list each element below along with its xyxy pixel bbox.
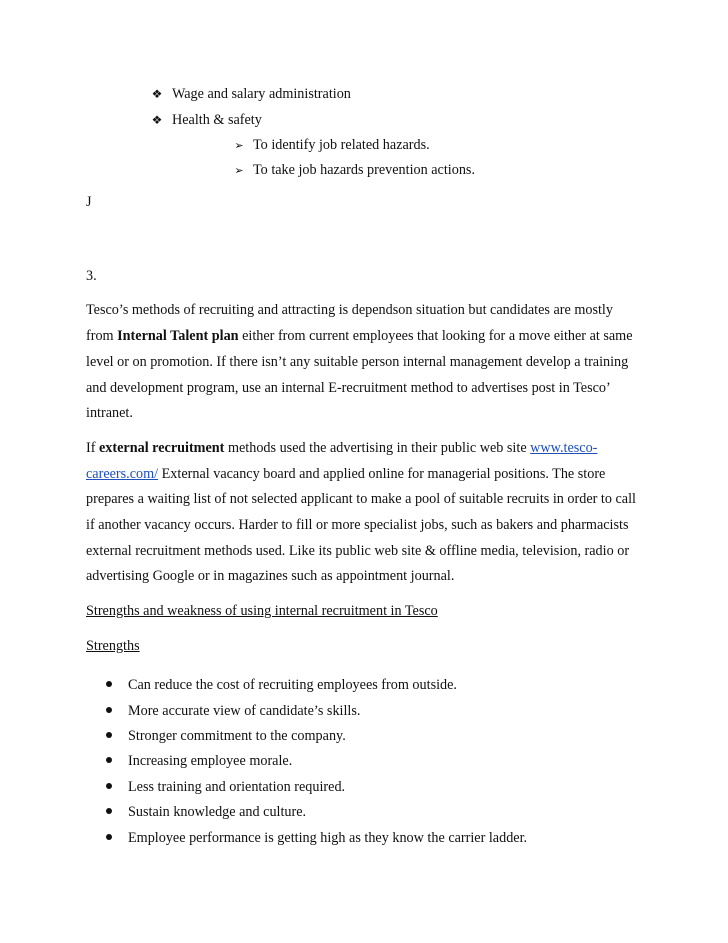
paragraph-line: from Internal Talent plan either from current employees that looking for a move either at same bbox=[86, 328, 633, 344]
bullet-dot-icon bbox=[106, 783, 112, 789]
subsection-heading: Strengths bbox=[86, 638, 140, 654]
paragraph-line: intranet. bbox=[86, 405, 133, 421]
list-item: Employee performance is getting high as they know the carrier ladder. bbox=[106, 830, 527, 847]
arrow-bullet-icon: ➢ bbox=[234, 165, 244, 177]
paragraph-line: if another vacancy occurs. Harder to fill or more specialist jobs, such as bakers and pharmacists bbox=[86, 517, 629, 533]
paragraph-line: prepares a waiting list of not selected applicant to make a pool of suitable recruits in order to call bbox=[86, 491, 636, 507]
paragraph-line: careers.com/ External vacancy board and applied online for managerial positions. The store bbox=[86, 466, 606, 482]
list-item: ➢ To identify job related hazards. bbox=[234, 137, 430, 153]
paragraph-line: advertising Google or in magazines such as appointment journal. bbox=[86, 568, 455, 584]
stray-letter: J bbox=[86, 194, 92, 210]
list-item: Increasing employee morale. bbox=[106, 753, 292, 770]
diamond-bullet-icon: ❖ bbox=[151, 87, 163, 101]
paragraph-line: Tesco’s methods of recruiting and attracting is dependson situation but candidates are mostly bbox=[86, 302, 613, 318]
list-item: ❖ Health & safety bbox=[151, 112, 262, 128]
bold-term: Internal Talent plan bbox=[117, 328, 239, 344]
list-item: Stronger commitment to the company. bbox=[106, 728, 346, 745]
list-item: Can reduce the cost of recruiting employees from outside. bbox=[106, 677, 457, 694]
list-item: Less training and orientation required. bbox=[106, 779, 345, 796]
bullet-dot-icon bbox=[106, 707, 112, 713]
bold-term: external recruitment bbox=[99, 440, 225, 456]
paragraph-line: external recruitment methods used. Like its public web site & offline media, television, radio or bbox=[86, 543, 630, 559]
list-item: More accurate view of candidate’s skills. bbox=[106, 703, 360, 720]
website-link[interactable]: www.tesco- bbox=[530, 440, 598, 456]
paragraph-line: level or on promotion. If there isn’t any suitable person internal management develop a training bbox=[86, 354, 629, 370]
paragraph-line: If external recruitment methods used the advertising in their public web site www.tesco- bbox=[86, 440, 598, 456]
list-item: ❖ Wage and salary administration bbox=[151, 86, 351, 102]
bullet-dot-icon bbox=[106, 808, 112, 814]
website-link[interactable]: careers.com/ bbox=[86, 466, 159, 482]
list-item: Sustain knowledge and culture. bbox=[106, 804, 306, 821]
section-heading: Strengths and weakness of using internal recruitment in Tesco bbox=[86, 603, 438, 619]
bullet-dot-icon bbox=[106, 834, 112, 840]
arrow-bullet-icon: ➢ bbox=[234, 140, 244, 152]
bullet-dot-icon bbox=[106, 681, 112, 687]
list-item: ➢ To take job hazards prevention actions. bbox=[234, 162, 475, 178]
paragraph-line: and development program, use an internal E-recruitment method to advertises post in Tesco’ bbox=[86, 380, 611, 396]
section-number: 3. bbox=[86, 268, 97, 284]
diamond-bullet-icon: ❖ bbox=[151, 113, 163, 127]
bullet-dot-icon bbox=[106, 757, 112, 763]
bullet-dot-icon bbox=[106, 732, 112, 738]
